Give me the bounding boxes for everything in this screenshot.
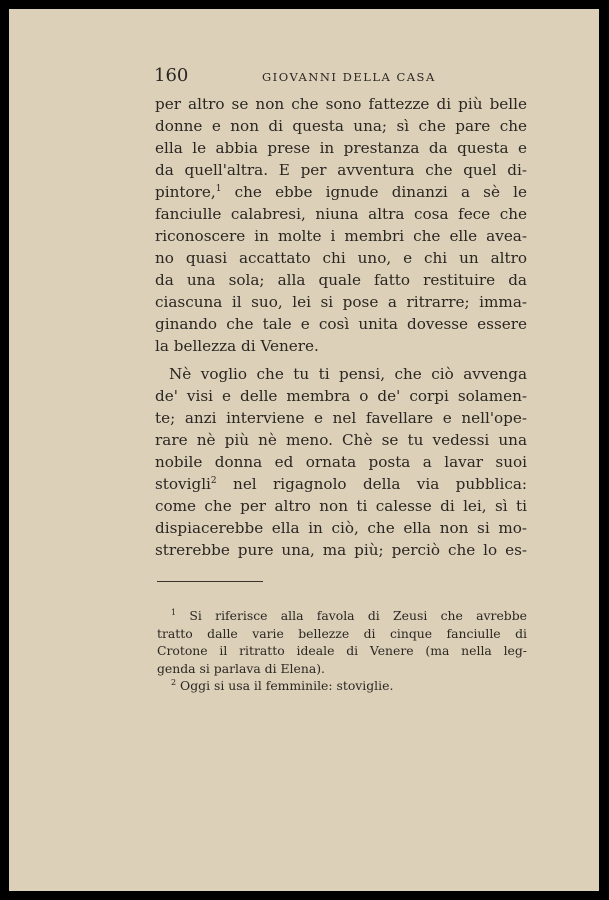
text-fragment: che ebbe ignude dinanzi a sè le: [234, 183, 527, 201]
text-line: da una sola; alla quale fatto restituire da: [155, 271, 527, 289]
page-header: [154, 65, 534, 89]
footnote-ref-1: 1: [215, 184, 222, 194]
book-page: [9, 9, 599, 891]
text-line: Nè voglio che tu ti pensi, che ciò avvenga: [169, 365, 527, 383]
text-fragment: stovigli: [155, 475, 211, 493]
text-line: strerebbe pure una, ma più; perciò che lo es-: [155, 541, 527, 559]
text-line-with-footnote-2: [155, 473, 527, 495]
footnote-1-marker: 1: [171, 608, 177, 617]
text-line: per altro se non che sono fattezze di più belle: [155, 95, 527, 113]
footnote-2-marker: 2: [171, 678, 177, 687]
running-title: GIOVANNI DELLA CASA: [262, 70, 436, 84]
footnote-1-line: Crotone il ritratto ideale di Venere (ma nella leg-: [157, 643, 527, 658]
text-line: no quasi accattato chi uno, e chi un altro: [155, 249, 527, 267]
text-line: donne e non di questa una; sì che pare che: [155, 117, 527, 135]
footnotes: [157, 607, 527, 695]
text-fragment: pintore,: [155, 183, 216, 201]
footnote-text: Oggi si usa il femminile: stoviglie.: [180, 678, 394, 693]
footnote-text: Si riferisce alla favola di Zeusi che avrebbe: [189, 608, 527, 623]
text-line: la bellezza di Venere.: [155, 337, 319, 355]
text-line: riconoscere in molte i membri che elle avea-: [155, 227, 527, 245]
page-number: 160: [154, 65, 189, 86]
footnote-2-line: [157, 677, 527, 695]
text-line: fanciulle calabresi, niuna altra cosa fece che: [155, 205, 527, 223]
text-line-with-footnote-1: [155, 181, 527, 203]
text-line: de' visi e delle membra o de' corpi solamen-: [155, 387, 527, 405]
footnote-1-line: [157, 607, 527, 625]
text-line: rare nè più nè meno. Chè se tu vedessi una: [155, 431, 527, 449]
text-line: ella le abbia prese in prestanza da questa e: [155, 139, 527, 157]
text-line: nobile donna ed ornata posta a lavar suoi: [155, 453, 527, 471]
text-line: dispiacerebbe ella in ciò, che ella non si mo-: [155, 519, 527, 537]
text-fragment: nel rigagnolo della via pubblica:: [233, 475, 527, 493]
text-line: ginando che tale e così unita dovesse essere: [155, 315, 527, 333]
text-line: come che per altro non ti calesse di lei, sì ti: [155, 497, 527, 515]
text-line: te; anzi interviene e nel favellare e nell'ope-: [155, 409, 527, 427]
text-line: ciascuna il suo, lei si pose a ritrarre; imma-: [155, 293, 527, 311]
footnote-divider: [157, 581, 263, 582]
body-text: [155, 93, 527, 561]
footnote-1-line: tratto dalle varie bellezze di cinque fanciulle di: [157, 625, 527, 641]
footnote-1-line: genda si parlava di Elena).: [157, 660, 325, 676]
text-line: da quell'altra. E per avventura che quel di-: [155, 161, 527, 179]
footnote-ref-2: 2: [210, 476, 217, 486]
